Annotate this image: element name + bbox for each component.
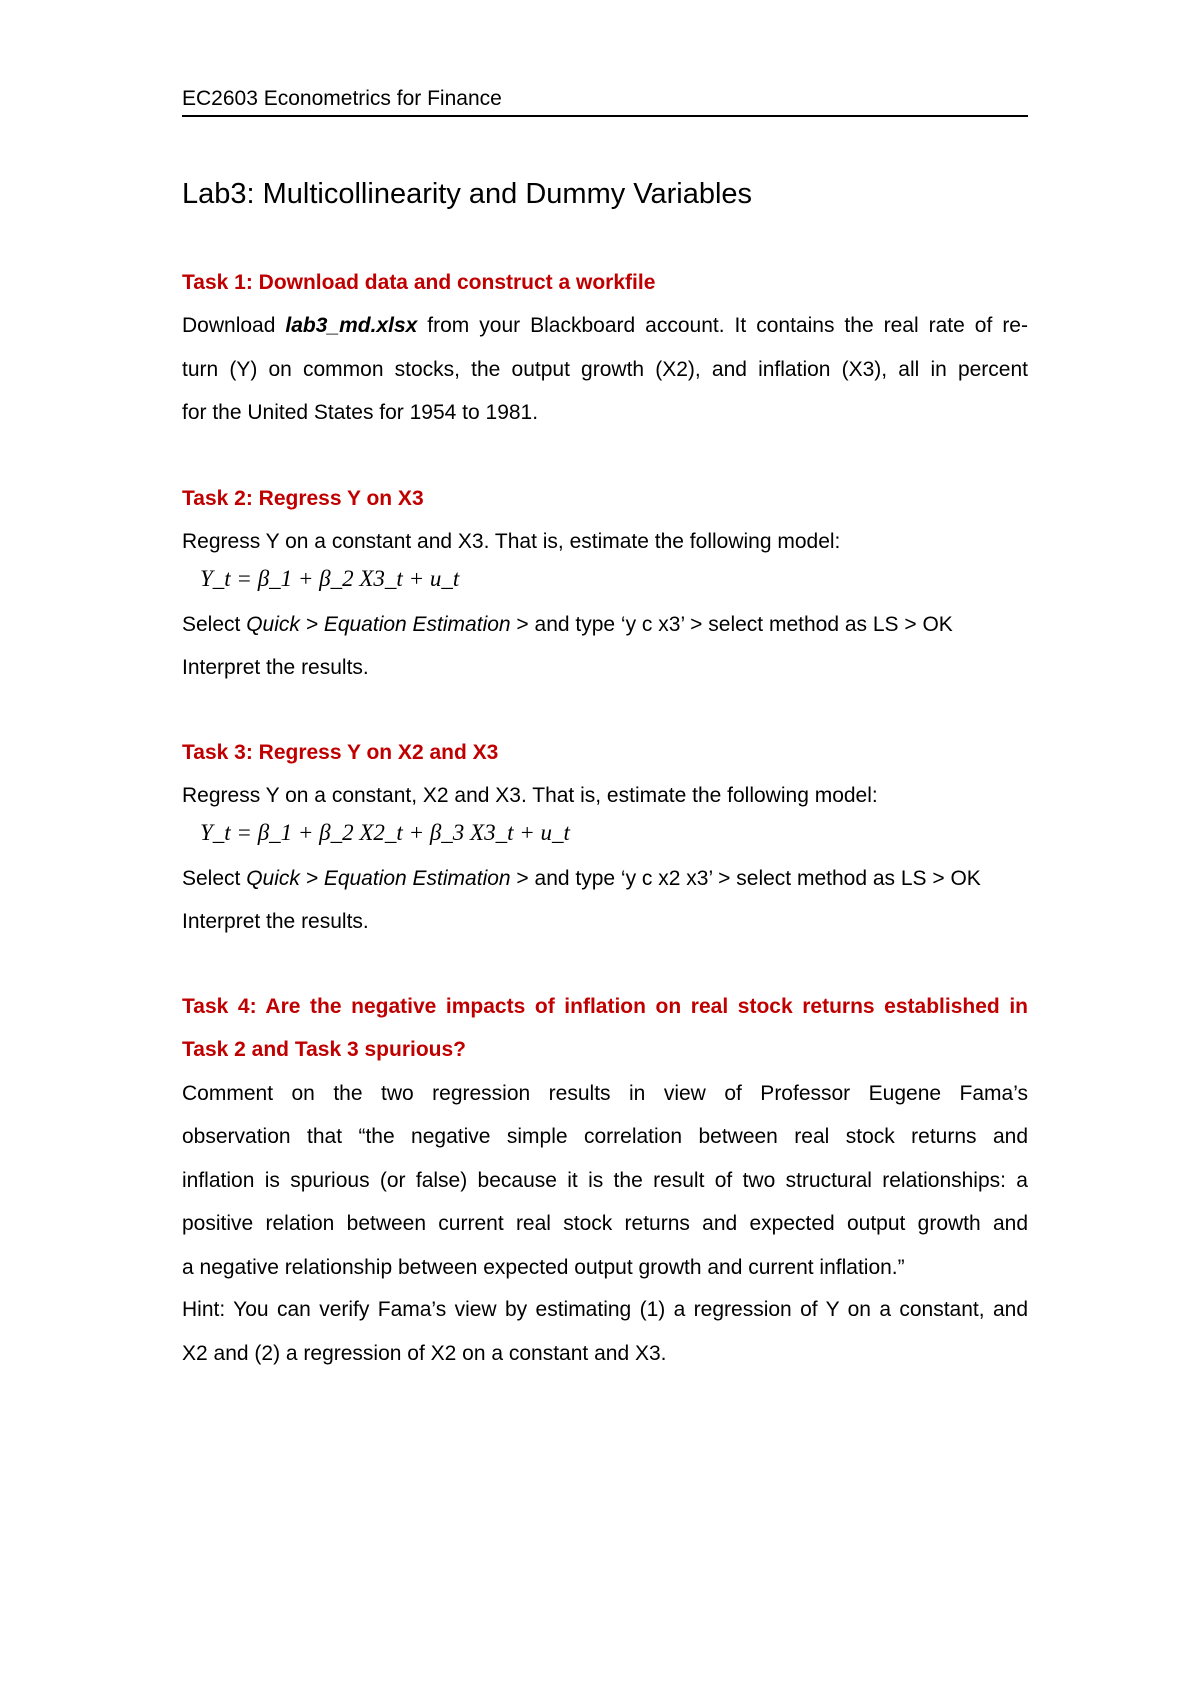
task2-equation: Y_t = β_1 + β_2 X3_t + u_t <box>200 566 460 591</box>
task4-hint-line1: Hint: You can verify Fama’s view by estimating (1) a regression of Y on a constant, and <box>182 1298 1028 1321</box>
task1-line1 <box>182 314 1028 338</box>
lab-title: Lab3: Multicollinearity and Dummy Variables <box>182 178 753 210</box>
task3-equation: Y_t = β_1 + β_2 X2_t + β_3 X3_t + u_t <box>200 820 570 845</box>
task4-para-line3: inflation is spurious (or false) because it is the result of two structural relationships: a <box>182 1169 1028 1192</box>
task3-select <box>182 867 981 891</box>
task4-para-line4: positive relation between current real stock returns and expected output growth and <box>182 1212 1028 1235</box>
task1-heading: Task 1: Download data and construct a workfile <box>182 271 656 294</box>
task3-select-post: > and type ‘y c x2 x3’ > select method as LS > OK <box>510 867 981 890</box>
course-header: EC2603 Econometrics for Finance <box>182 87 1028 117</box>
task2-intro: Regress Y on a constant and X3. That is, estimate the following model: <box>182 530 841 553</box>
task2-interpret: Interpret the results. <box>182 656 369 679</box>
task4-para-line1: Comment on the two regression results in view of Professor Eugene Fama’s <box>182 1082 1028 1105</box>
task3-select-pre: Select <box>182 867 247 890</box>
task2-menu-path: Quick > Equation Estimation <box>246 613 511 636</box>
task4-heading-line2: Task 2 and Task 3 spurious? <box>182 1038 466 1061</box>
task2-heading: Task 2: Regress Y on X3 <box>182 487 424 510</box>
task3-heading: Task 3: Regress Y on X2 and X3 <box>182 741 499 764</box>
task3-interpret: Interpret the results. <box>182 910 369 933</box>
task4-para-line2: observation that “the negative simple correlation between real stock returns and <box>182 1125 1028 1148</box>
task1-line2: turn (Y) on common stocks, the output growth (X2), and inflation (X3), all in percent <box>182 358 1028 381</box>
task1-line3: for the United States for 1954 to 1981. <box>182 401 539 424</box>
task4-para-line5: a negative relationship between expected output growth and current inflation.” <box>182 1256 905 1279</box>
task4-heading-line1: Task 4: Are the negative impacts of inflation on real stock returns established in <box>182 995 1028 1018</box>
task3-intro: Regress Y on a constant, X2 and X3. That is, estimate the following model: <box>182 784 878 807</box>
task2-select <box>182 613 953 637</box>
task3-menu-path: Quick > Equation Estimation <box>246 867 511 890</box>
task1-line1-post: from your Blackboard account. It contains the real rate of re- <box>417 314 1028 337</box>
task2-select-post: > and type ‘y c x3’ > select method as LS > OK <box>510 613 953 636</box>
task4-hint-line2: X2 and (2) a regression of X2 on a constant and X3. <box>182 1342 667 1365</box>
task1-line1-pre: Download <box>182 314 286 337</box>
task2-select-pre: Select <box>182 613 247 636</box>
data-filename: lab3_md.xlsx <box>285 314 418 337</box>
